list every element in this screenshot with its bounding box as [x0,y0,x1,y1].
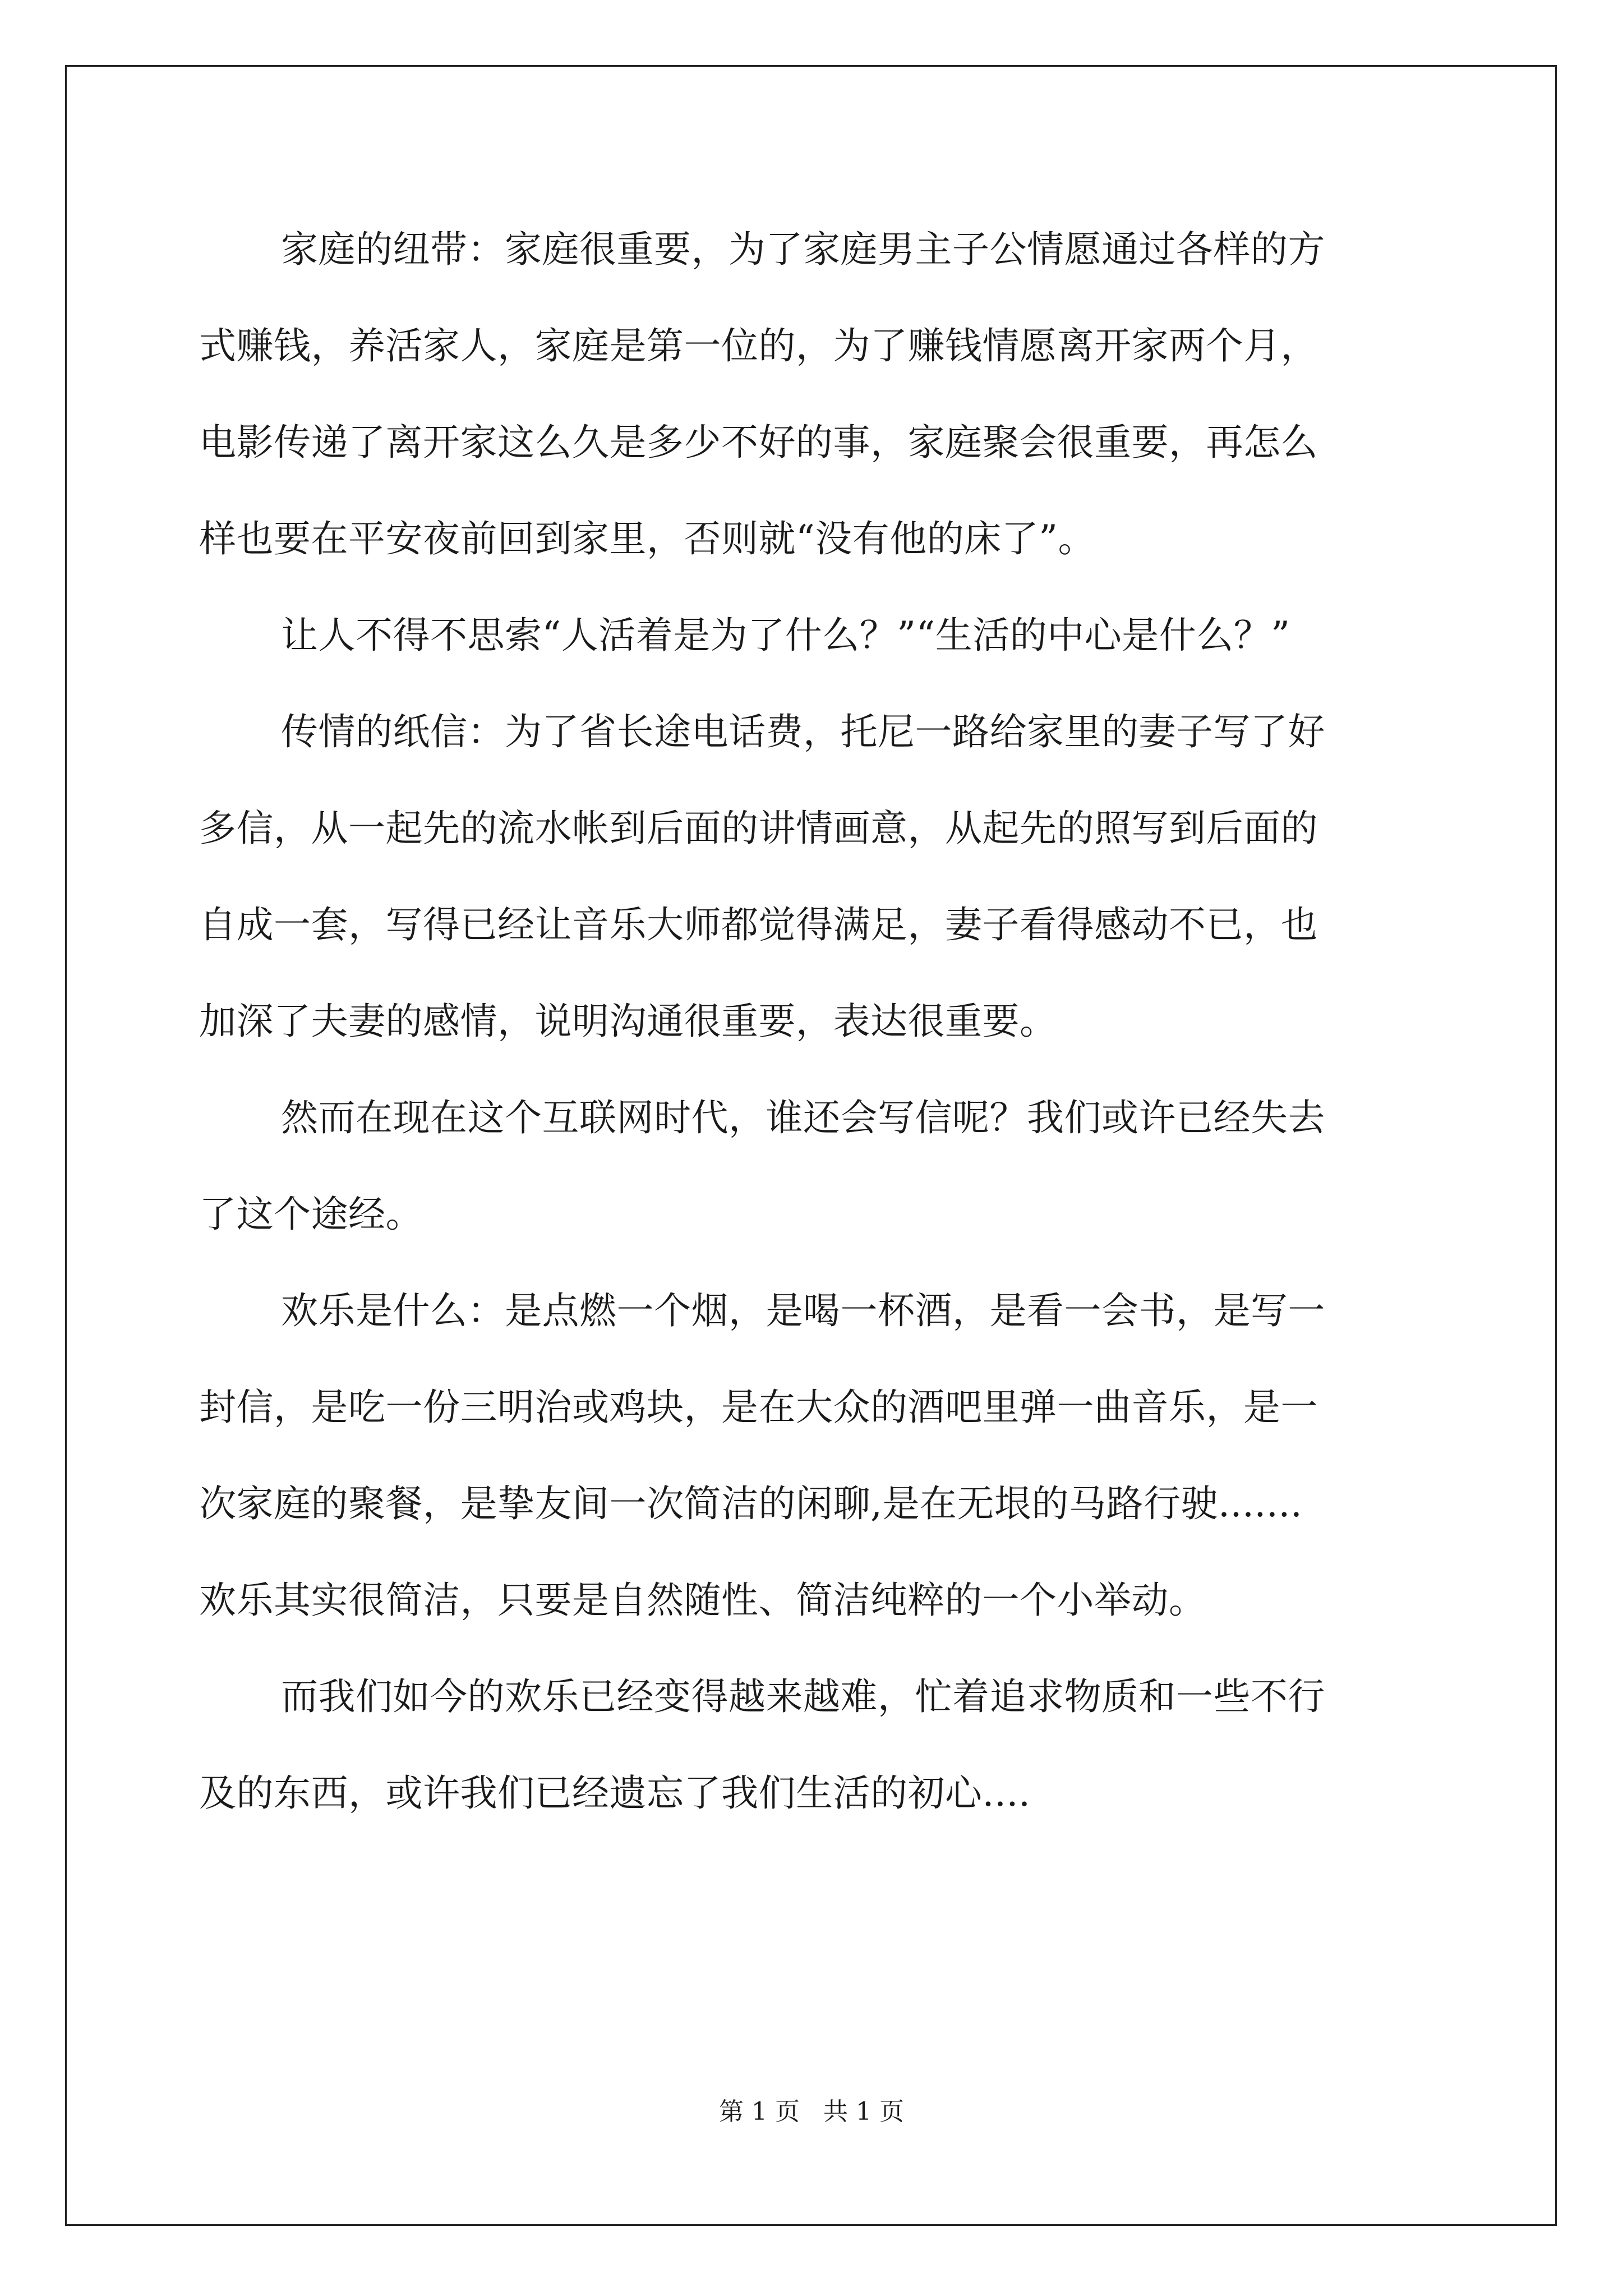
text-line: 样也要在平安夜前回到家里，否则就“没有他的床了”。 [199,517,1095,560]
text-line: 加深了夫妻的感情，说明沟通很重要，表达很重要。 [199,1000,1057,1043]
text-line: 传情的纸信：为了省长途电话费，托尼一路给家里的妻子写了好 [281,710,1325,753]
document-body [199,216,1436,1856]
text-line: 自成一套，写得已经让音乐大师都觉得满足，妻子看得感动不已，也 [199,903,1318,946]
text-line: 式赚钱，养活家人，家庭是第一位的，为了赚钱情愿离开家两个月， [199,324,1318,367]
text-line: 了这个途经。 [199,1193,423,1236]
text-line: 欢乐其实很简洁，只要是自然随性、简洁纯粹的一个小举动。 [199,1579,1206,1622]
text-line: 及的东西，或许我们已经遗忘了我们生活的初心.... [199,1772,1031,1815]
text-line: 封信，是吃一份三明治或鸡块，是在大众的酒吧里弹一曲音乐，是一 [199,1386,1318,1429]
text-line: 次家庭的聚餐，是挚友间一次简洁的闲聊,是在无垠的马路行驶....... [199,1482,1303,1525]
page-number-footer: 第 1 页 共 1 页 [719,2097,904,2126]
text-line: 家庭的纽带：家庭很重要，为了家庭男主子公情愿通过各样的方 [281,228,1325,271]
text-line: 然而在现在这个互联网时代，谁还会写信呢？我们或许已经失去 [281,1096,1325,1139]
text-line: 而我们如今的欢乐已经变得越来越难，忙着追求物质和一些不行 [281,1675,1325,1718]
text-line: 多信，从一起先的流水帐到后面的讲情画意，从起先的照写到后面的 [199,807,1318,850]
text-line: 欢乐是什么：是点燃一个烟，是喝一杯酒，是看一会书，是写一 [281,1289,1325,1332]
text-line: 让人不得不思索“人活着是为了什么？”“生活的中心是什么？” [281,614,1290,657]
text-line: 电影传递了离开家这么久是多少不好的事，家庭聚会很重要，再怎么 [199,421,1318,464]
